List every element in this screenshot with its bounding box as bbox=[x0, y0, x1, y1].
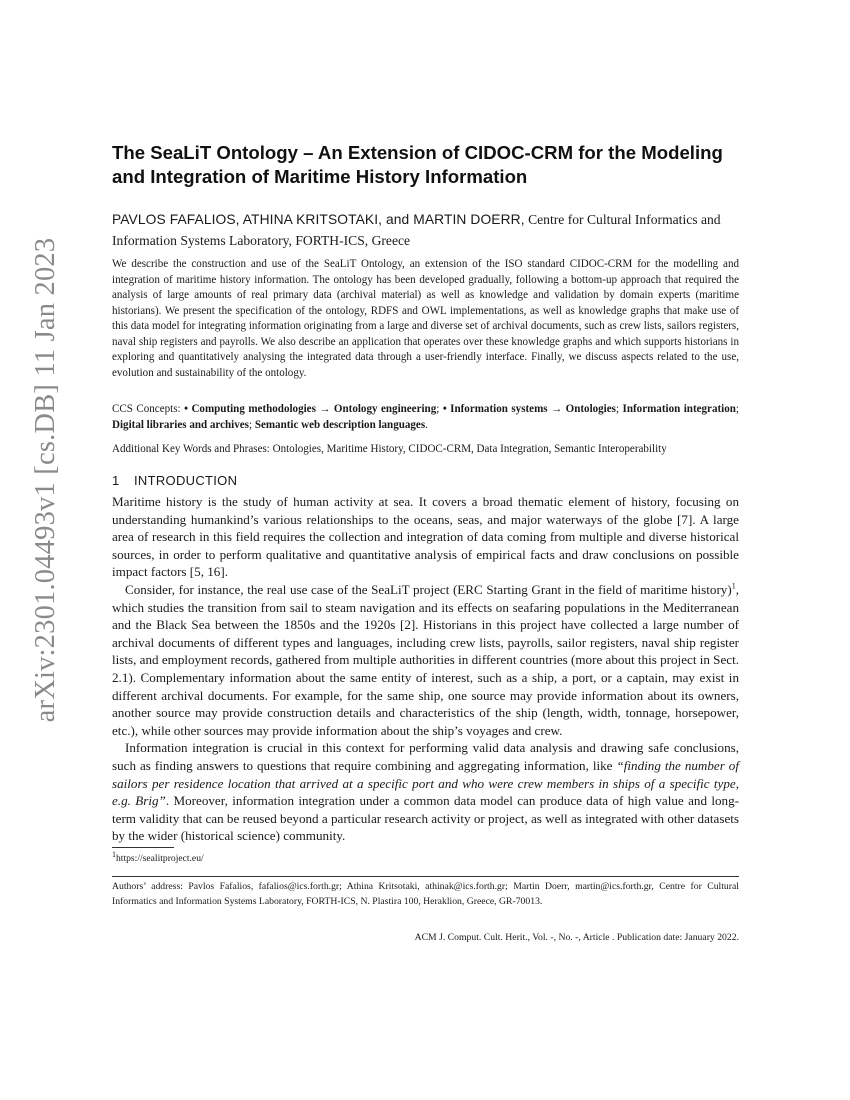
address-divider bbox=[112, 876, 739, 877]
author-names: PAVLOS FAFALIOS, ATHINA KRITSOTAKI, and MARTIN DOERR, bbox=[112, 212, 525, 227]
ccs-concept: Semantic web description languages bbox=[254, 418, 426, 431]
ccs-concept: • Computing methodologies → Ontology engineering bbox=[184, 403, 437, 415]
paragraph bbox=[112, 739, 739, 845]
paragraph-text: Information integration is crucial in this context for performing valid data analysis and drawing safe conclusions, such as finding answers to questions that require combining and aggregating information, like bbox=[112, 740, 739, 773]
section-heading bbox=[112, 472, 237, 489]
section-number: 1 bbox=[112, 473, 120, 488]
ccs-end: . bbox=[425, 418, 428, 431]
author-block bbox=[112, 209, 739, 251]
paragraph bbox=[112, 581, 739, 739]
running-footer: ACM J. Comput. Cult. Herit., Vol. -, No. -, Article . Publication date: January 2022. bbox=[414, 932, 739, 943]
ccs-concept: • Information systems → Ontologies bbox=[442, 403, 616, 415]
footnote-divider bbox=[112, 847, 174, 848]
ccs-separator: ; bbox=[615, 403, 623, 415]
footnote-mark: 1 bbox=[112, 849, 116, 859]
section-body bbox=[112, 493, 739, 845]
paper-title: The SeaLiT Ontology – An Extension of CIDOC-CRM for the Modeling and Integration of Maritime History Information bbox=[112, 142, 723, 187]
footnote bbox=[112, 849, 204, 865]
section-title: INTRODUCTION bbox=[134, 473, 238, 488]
ccs-label: CCS Concepts: bbox=[112, 403, 185, 415]
paragraph: Maritime history is the study of human activity at sea. It covers a broad thematic element of history, focusing on understanding humankind’s various relationships to the oceans, seas, and major waterways of the globe [7]. A large area of research in this field requires the collection and integration of data coming from multiple and diverse historical sources, in order to perform qualitative and quantitative analysis of empirical facts and draw conclusions on possible impact factors [5, 16]. bbox=[112, 494, 739, 580]
ccs-separator: ; bbox=[735, 403, 739, 415]
paragraph-text: . Moreover, information integration under a common data model can produce data of high value and long-term validity that can be reused beyond a particular research activity or project, as well as integrated with other datasets by the wider (historical science) community. bbox=[112, 793, 739, 844]
footnote-link[interactable]: https://sealitproject.eu/ bbox=[116, 853, 204, 864]
footnote-reference[interactable]: 1 bbox=[731, 581, 736, 591]
paragraph-text: , which studies the transition from sail to steam navigation and its effects on seafaring populations in the Mediterranean and the Black Sea between the 1850s and the 1920s [2]. Historians in this project have collected a large number of archival documents of different types and languages, including crew lists, payrolls, sailor registers, naval ship register lists, and employment records, gathered from multiple authorities in different countries (more about this project in Sect. 2.1). Complementary information about the same entity of interest, such as a ship, a port, or a captain, may exist in different archival documents. For example, for the same ship, one source may provide information about its owners, another source may provide construction details and characteristics of the ship (length, width, tonnage, horsepower, etc.), while other sources may provide information about the ship’s voyages and crew. bbox=[112, 581, 740, 738]
author-affiliation: Centre for Cultural Informatics and Information Systems Laboratory, FORTH-ICS, Greece bbox=[112, 212, 721, 248]
ccs-concept: Digital libraries and archives bbox=[112, 418, 249, 431]
abstract: We describe the construction and use of the SeaLiT Ontology, an extension of the ISO standard CIDOC-CRM for the modelling and integration of maritime history information. The ontology has been developed gradually, following a bottom-up approach that required the analysis of large amounts of real primary data (archival material) as well as knowledge and validation by domain experts (maritime historians). We present the specification of the ontology, RDFS and OWL implementations, as well as knowledge graphs that make use of this data model for integrating information originating from a large and diverse set of archival documents, such as crew lists, sailors registers, naval ship registers and payrolls. We also describe an application that operates over these knowledge graphs and which supports historians in exploring and quantitatively analysing the integrated data through a user-friendly interface. Finally, we discuss aspects related to the use, evolution and sustainability of the ontology. bbox=[112, 258, 739, 379]
ccs-separator: ; bbox=[436, 403, 443, 415]
example-query-quote: “finding the number of sailors per residence location that arrived at a specific port and who were crew members in ships of a specific type, e.g. Brig” bbox=[112, 757, 739, 809]
ccs-concept: Information integration bbox=[622, 403, 736, 415]
keywords: Additional Key Words and Phrases: Ontologies, Maritime History, CIDOC-CRM, Data Integration, Semantic Interoperability bbox=[112, 443, 667, 455]
ccs-concepts bbox=[112, 402, 739, 433]
authors-address: Authors’ address: Pavlos Fafalios, fafalios@ics.forth.gr; Athina Kritsotaki, athinak@ics.forth.gr; Martin Doerr, martin@ics.forth.gr, Centre for Cultural Informatics and Information Systems Laboratory, FORTH-ICS, N. Plastira 100, Heraklion, Greece, GR-70013. bbox=[112, 881, 739, 907]
paragraph-text: Consider, for instance, the real use case of the SeaLiT project (ERC Starting Grant in the field of maritime history) bbox=[125, 581, 732, 597]
ccs-separator: ; bbox=[248, 418, 255, 431]
arxiv-identifier-text: arXiv:2301.04493v1 [cs.DB] 11 Jan 2023 bbox=[30, 237, 61, 723]
